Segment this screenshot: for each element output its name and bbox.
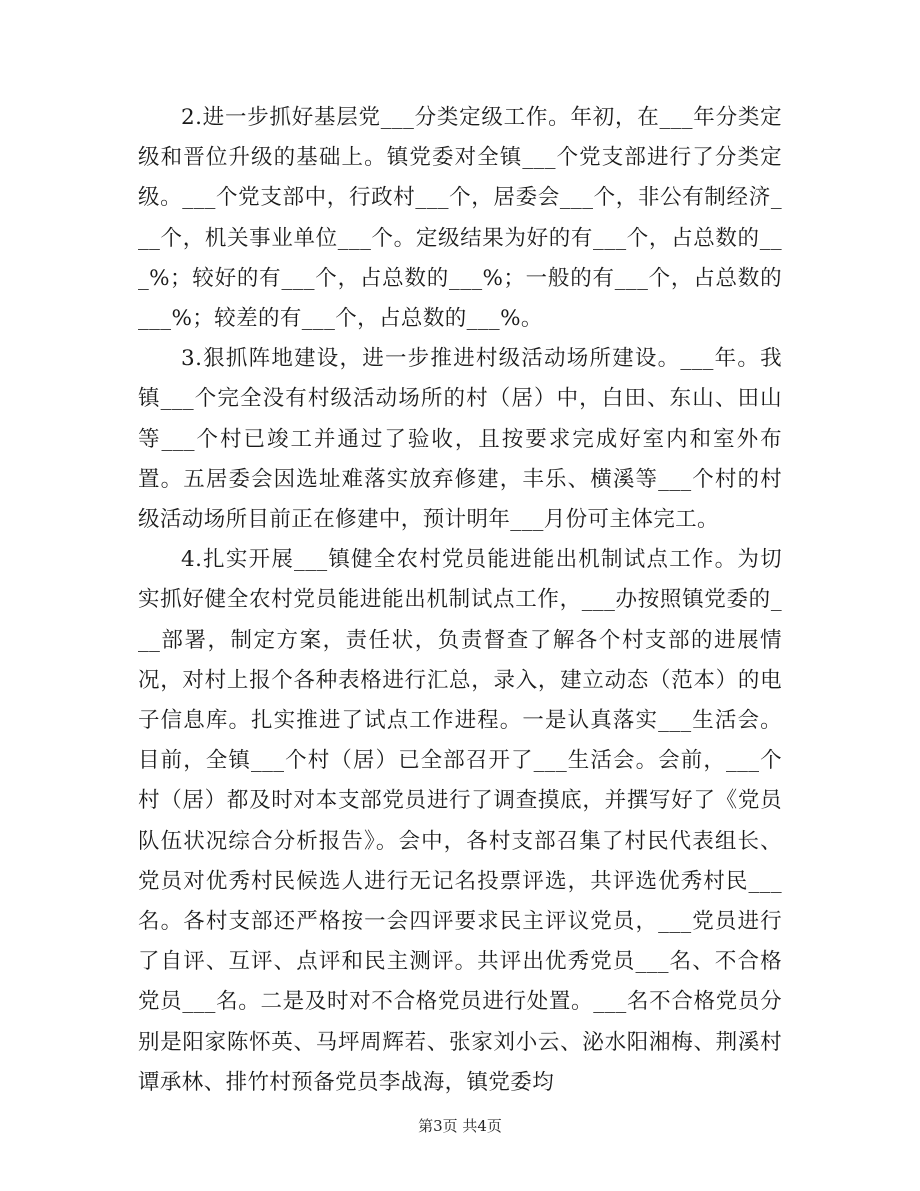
- paragraph-item-4: 4.扎实开展___镇健全农村党员能进能出机制试点工作。为切实抓好健全农村党员能进能出机制试点工作，___办按照镇党委的___部署，制定方案，责任状，负责督查了解各个村支部的进展情况，对村上报个各种表格进行汇总，录入，建立动态（范本）的电子信息库。扎实推进了试点工作进程。一是认真落实___生活会。目前，全镇___个村（居）已全部召开了___生活会。会前，___个村（居）都及时对本支部党员进行了调查摸底，并撰写好了《党员队伍状况综合分析报告》。会中，各村支部召集了村民代表组长、党员对优秀村民候选人进行无记名投票评选，共评选优秀村民___名。各村支部还严格按一会四评要求民主评议党员，___党员进行了自评、互评、点评和民主测评。共评出优秀党员___名、不合格党员___名。二是及时对不合格党员进行处置。___名不合格党员分别是阳家陈怀英、马坪周辉若、张家刘小云、泌水阳湘梅、荆溪村谭承林、排竹村预备党员李战海，镇党委均: [138, 547, 782, 1095]
- page-number-footer: 第3页 共4页: [418, 1117, 502, 1135]
- paragraph-item-2: 2.进一步抓好基层党___分类定级工作。年初，在___年分类定级和晋位升级的基础上。镇党委对全镇___个党支部进行了分类定级。___个党支部中，行政村___个，居委会___个，非公有制经济___个，机关事业单位___个。定级结果为好的有___个，占总数的___%；较好的有___个，占总数的___%；一般的有___个，占总数的___%；较差的有___个，占总数的___%。: [138, 105, 782, 332]
- paragraph-item-3: 3.狠抓阵地建设，进一步推进村级活动场所建设。___年。我镇___个完全没有村级活动场所的村（居）中，白田、东山、田山等___个村已竣工并通过了验收，且按要求完成好室内和室外布置。五居委会因选址难落实放弃修建，丰乐、横溪等___个村的村级活动场所目前正在修建中，预计明年___月份可主体完工。: [138, 346, 782, 533]
- document-body: [138, 98, 782, 1103]
